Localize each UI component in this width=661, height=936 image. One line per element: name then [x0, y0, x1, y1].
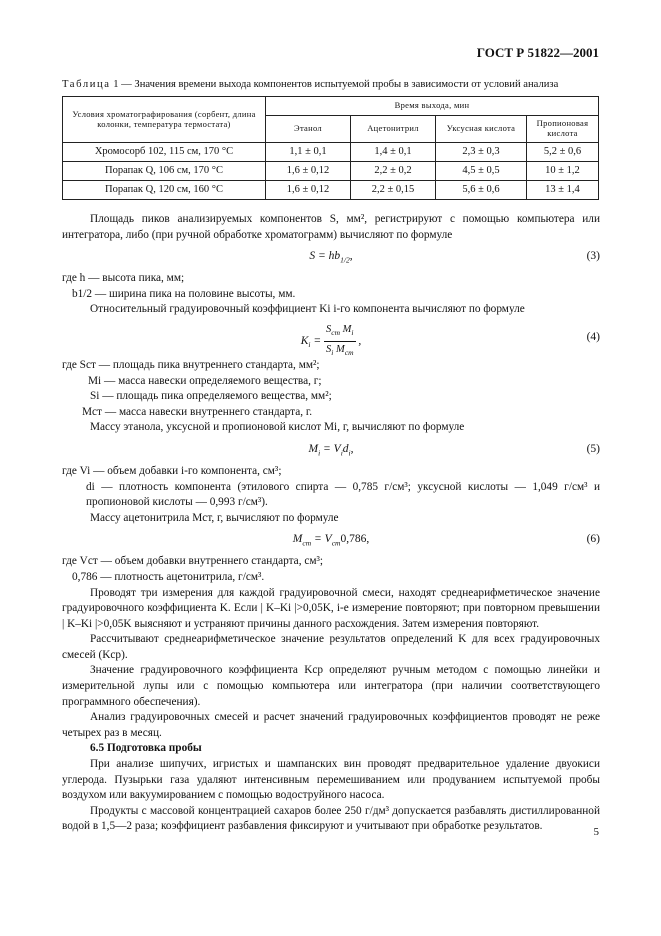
- row-condition: Хромосорб 102, 115 см, 170 °С: [63, 143, 266, 162]
- retention-time-table: [62, 96, 599, 200]
- body-text: [62, 212, 600, 835]
- definition: где h — высота пика, мм;: [62, 272, 185, 285]
- table-caption-label: Таблица: [62, 79, 111, 90]
- table-caption-text: 1 — Значения времени выхода компонентов испытуемой пробы в зависимости от условий анализа: [110, 79, 559, 90]
- formula-6: [62, 526, 600, 554]
- formula-5: [62, 436, 600, 464]
- section-heading: 6.5 Подготовка пробы: [90, 742, 202, 755]
- formula-expression: $M_i = V_id_i$,: [308, 442, 354, 458]
- cell-value: 1,1 ± 0,1: [266, 143, 351, 162]
- paragraph: Проводят три измерения для каждой градуировочной смеси, находят среднеарифметическое значение градуировочного коэффициента K. Если | K–Ki |>0,05K, i-е измерение повторяют; при повторном превышении | K–Ki |>0,05K выясняют и устраняют причины данного расхождения. Затем измерения повторяют.: [62, 586, 600, 630]
- cell-value: 13 ± 1,4: [527, 181, 599, 200]
- cell-value: 1,6 ± 0,12: [266, 181, 351, 200]
- formula-number: (5): [586, 442, 600, 455]
- page-number: 5: [593, 826, 599, 838]
- paragraph: Площадь пиков анализируемых компонентов S, мм², регистрируют с помощью компьютера или интегратора, либо (при ручной обработке хроматограмм) вычисляют по формуле: [62, 213, 600, 241]
- paragraph: Анализ градуировочных смесей и расчет значений градуировочных коэффициентов проводят не реже четырех раз в месяц.: [62, 711, 600, 739]
- condition-header: Условия хроматографирования (сорбент, длина колонки, температура термостата): [63, 97, 266, 143]
- paragraph: Относительный градуировочный коэффициент Ki i-го компонента вычисляют по формуле: [90, 303, 525, 316]
- table-row: [63, 162, 599, 181]
- cell-value: 10 ± 1,2: [527, 162, 599, 181]
- paragraph: При анализе шипучих, игристых и шампанских вин проводят предварительное удаление двуокиси углерода. Пузырьки газа удаляют интенсивным перемешиванием или продуванием испытуемой пробы воздухом или вакуумированием с помощью водоструйного насоса.: [62, 758, 600, 802]
- formula-number: (6): [586, 533, 600, 546]
- definition: di — плотность компонента (этилового спирта — 0,785 г/см³; уксусной кислоты — 1,049 г/см³ и пропионовой кислоты — 0,993 г/см³).: [86, 480, 600, 509]
- definition: Si — площадь пика определяемого вещества, мм²;: [90, 390, 332, 403]
- table-row: [63, 143, 599, 162]
- cell-value: 2,2 ± 0,15: [351, 181, 436, 200]
- formula-number: (3): [586, 250, 600, 263]
- cell-value: 2,2 ± 0,2: [351, 162, 436, 181]
- formula-expression: $M_{ст} = V_{ст}0,786$,: [292, 533, 370, 548]
- standard-header: ГОСТ Р 51822—2001: [476, 45, 599, 60]
- definition: 0,786 — плотность ацетонитрила, г/см³.: [72, 570, 265, 583]
- formula-number: (4): [586, 330, 600, 343]
- row-condition: Порапак Q, 106 см, 170 °С: [63, 162, 266, 181]
- paragraph: Значение градуировочного коэффициента Kср определяют ручным методом с помощью линейки и измерительной лупы или с помощью компьютера или интегратора (при наличии соответствующего программного обеспечения).: [62, 664, 600, 708]
- cell-value: 2,3 ± 0,3: [436, 143, 527, 162]
- table-row: [63, 181, 599, 200]
- cell-value: 4,5 ± 0,5: [436, 162, 527, 181]
- definition: Mi — масса навески определяемого вещества, г;: [88, 374, 322, 387]
- paragraph: Рассчитывают среднеарифметическое значение результатов определений K для всех градуировочных смесей (Kср).: [62, 633, 600, 661]
- col-acetic-acid: Уксусная кислота: [436, 116, 527, 143]
- formula-expression: $S = hb_{1/2}$,: [309, 250, 353, 265]
- definition: где Vi — объем добавки i-го компонента, см³;: [62, 464, 282, 477]
- definition: Mст — масса навески внутреннего стандарта, г.: [82, 405, 313, 418]
- col-propionic-acid: Пропионовая кислота: [527, 116, 599, 143]
- definition: где Vст — объем добавки внутреннего стандарта, см³;: [62, 555, 324, 568]
- definition: b1/2 — ширина пика на половине высоты, мм.: [72, 287, 296, 300]
- definition: где Sст — площадь пика внутреннего стандарта, мм²;: [62, 358, 320, 371]
- cell-value: 5,2 ± 0,6: [527, 143, 599, 162]
- col-ethanol: Этанол: [266, 116, 351, 143]
- cell-value: 1,6 ± 0,12: [266, 162, 351, 181]
- col-acetonitrile: Ацетонитрил: [351, 116, 436, 143]
- row-condition: Порапак Q, 120 см, 160 °С: [63, 181, 266, 200]
- paragraph: Продукты с массовой концентрацией сахаров более 250 г/дм³ допускается разбавлять дистиллированной водой в 1,5—2 раза; коэффициент разбавления фиксируют и учитывают при обработке результатов.: [62, 804, 600, 833]
- paragraph: Массу этанола, уксусной и пропионовой кислот Mi, г, вычисляют по формуле: [90, 421, 465, 434]
- cell-value: 1,4 ± 0,1: [351, 143, 436, 162]
- formula-expression: $K_i$ = $\frac{S_{ст} M_i}{S_i M_{ст}}$ ,: [300, 323, 362, 357]
- time-header: Время выхода, мин: [266, 97, 599, 116]
- paragraph: Массу ацетонитрила Mст, г, вычисляют по формуле: [90, 511, 339, 524]
- cell-value: 5,6 ± 0,6: [436, 181, 527, 200]
- formula-3: [62, 243, 600, 271]
- formula-4: [62, 318, 600, 358]
- table-caption: [62, 79, 602, 90]
